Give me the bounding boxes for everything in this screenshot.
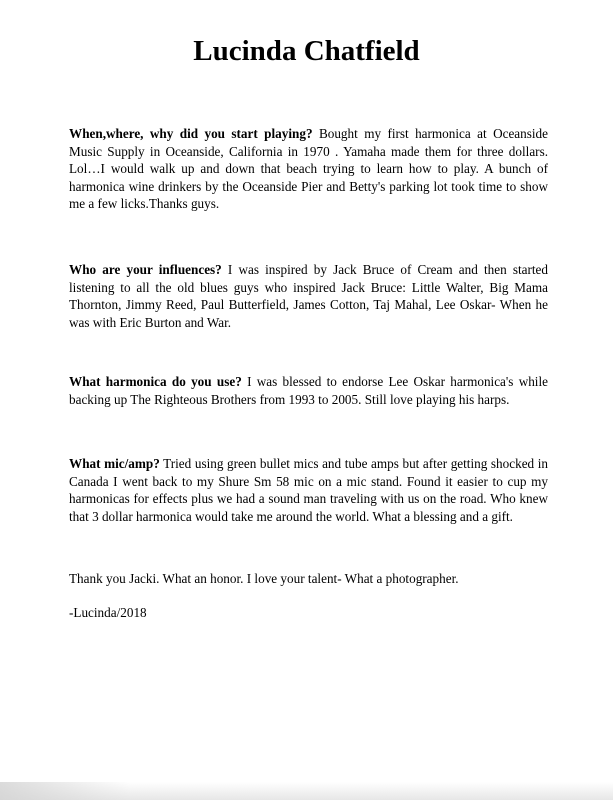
paragraph-harmonica [69, 373, 548, 408]
signature: -Lucinda/2018 [69, 605, 147, 620]
answer-mic-amp: Tried using green bullet mics and tube amps but after getting shocked in Canada I went back to my Shure Sm 58 mic on a mic stand. Found it easier to cup my harmonicas for effects plus we had a sound man traveling with us on the road. Who knew that 3 dollar harmonica would take me around the world. What a blessing and a gift. [69, 456, 549, 524]
paragraph-start-playing [69, 125, 548, 213]
question-harmonica: What harmonica do you use? [69, 374, 242, 389]
page-corner-shadow [0, 782, 130, 800]
question-influences: Who are your influences? [69, 262, 222, 277]
question-mic-amp: What mic/amp? [69, 456, 160, 471]
answer-influences: I was inspired by Jack Bruce of Cream and then started listening to all the old blues guys who inspired Jack Bruce: Little Walter, Big Mama Thornton, Jimmy Reed, Paul Butterfield, James Cotton, Taj Mahal, Lee Oskar- When he was with Eric Burton and War. [69, 262, 548, 330]
answer-start-playing: Bought my first harmonica at Oceanside Music Supply in Oceanside, California in 1970 . Yamaha made them for three dollars. Lol…I would walk up and down that beach trying to learn how to play. A bunch of harmonica wine drinkers by the Oceanside Pier and Betty's parking lot took time to show me a few licks.Thanks guys. [69, 126, 548, 212]
paragraph-mic-amp [69, 455, 548, 525]
answer-harmonica: I was blessed to endorse Lee Oskar harmonica's while backing up The Righteous Brothers from 1993 to 2005. Still love playing his harps. [69, 374, 548, 407]
closing-note: Thank you Jacki. What an honor. I love your talent- What a photographer. [69, 571, 459, 586]
question-start-playing: When,where, why did you start playing? [69, 126, 313, 141]
page-title: Lucinda Chatfield [193, 35, 420, 67]
paragraph-influences [69, 261, 548, 331]
